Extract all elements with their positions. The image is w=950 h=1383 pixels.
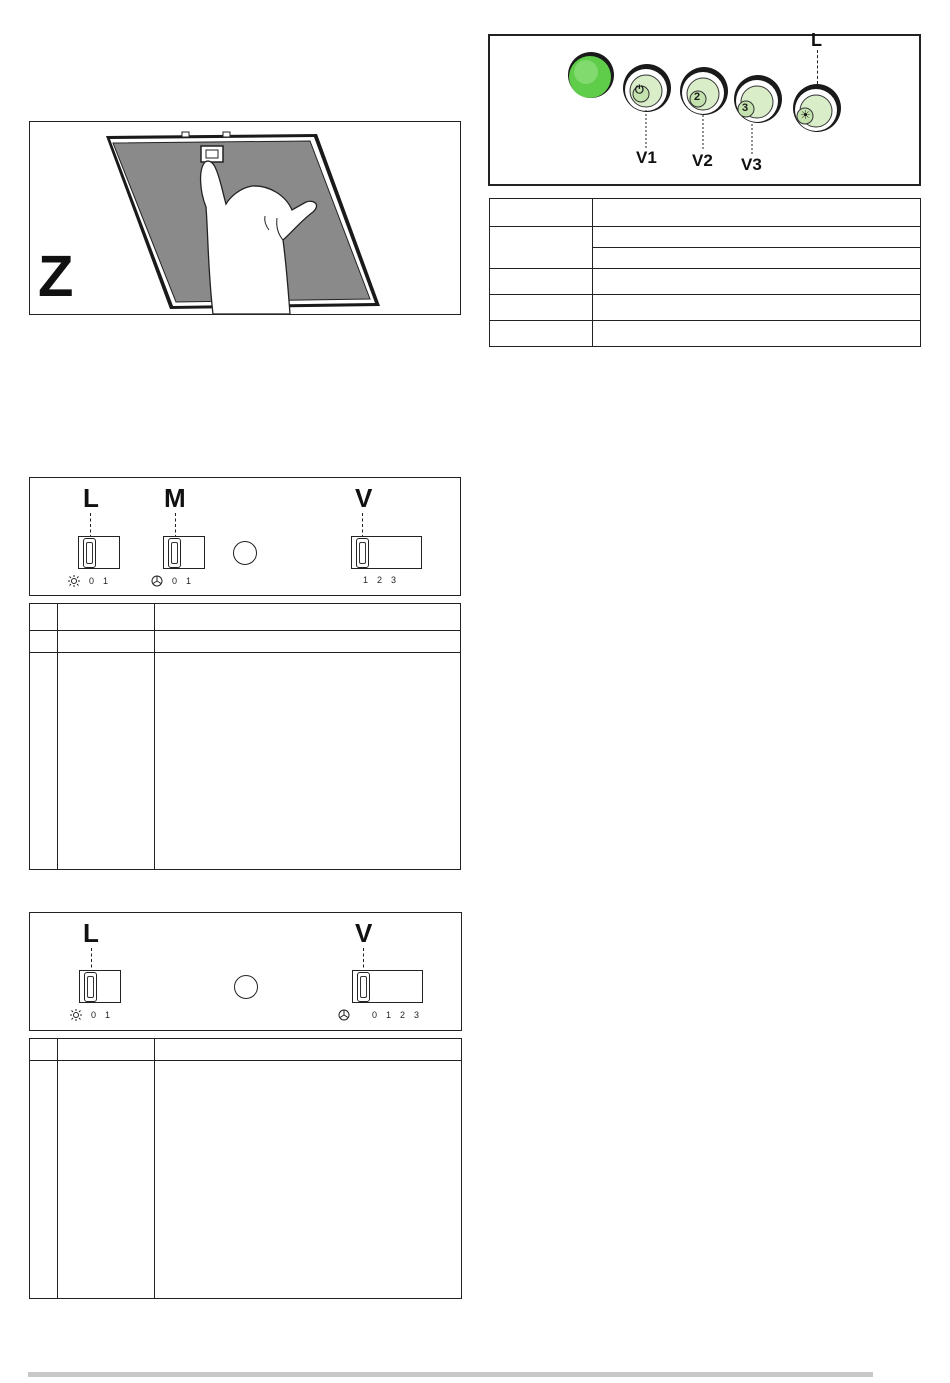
table-row xyxy=(30,604,461,631)
table-row xyxy=(30,1061,462,1299)
scale-value: 1 xyxy=(105,1010,111,1020)
leader-line-motor xyxy=(175,513,176,538)
controls-table-lmv xyxy=(29,603,461,870)
scale-value: 1 xyxy=(386,1010,392,1020)
light-icon xyxy=(70,1009,82,1021)
label-light: L xyxy=(83,483,99,513)
knob-v2[interactable] xyxy=(680,67,728,115)
scale-value: 1 xyxy=(363,575,369,585)
figure-label-z: Z xyxy=(38,244,74,309)
control-panel-knobs xyxy=(488,30,921,186)
motor-scale xyxy=(151,575,191,587)
label-v2: V2 xyxy=(692,151,713,170)
label-speed: V xyxy=(355,918,373,948)
label-v3: V3 xyxy=(741,155,762,174)
speed-switch[interactable] xyxy=(351,536,422,569)
light-switch[interactable] xyxy=(78,536,120,569)
light-icon xyxy=(68,575,80,587)
indicator-light xyxy=(233,541,257,565)
table-row xyxy=(490,269,921,295)
filter-figure xyxy=(29,121,461,315)
scale-value: 0 xyxy=(172,576,178,586)
control-panel-lv xyxy=(29,912,462,1031)
table-row xyxy=(490,227,921,248)
table-row xyxy=(30,631,461,653)
scale-value: 0 xyxy=(91,1010,97,1020)
indicator-light xyxy=(568,52,614,98)
grease-filter-illustration xyxy=(30,122,460,314)
leader-line-speed xyxy=(362,513,363,538)
switch-knob[interactable] xyxy=(84,972,97,1002)
scale-value: 2 xyxy=(400,1010,406,1020)
speed-scale xyxy=(363,575,396,585)
switch-knob[interactable] xyxy=(357,972,370,1002)
controls-table-knobs xyxy=(489,198,921,347)
table-row xyxy=(30,653,461,870)
scale-value: 1 xyxy=(186,576,192,586)
scale-value: 2 xyxy=(377,575,383,585)
knob-v2-glyph: 2 xyxy=(694,91,701,103)
light-switch[interactable] xyxy=(79,970,121,1003)
knob-v1[interactable] xyxy=(623,64,671,112)
switch-knob[interactable] xyxy=(83,538,96,568)
scale-value: 3 xyxy=(414,1010,420,1020)
leader-line-light xyxy=(90,513,91,538)
fan-icon xyxy=(338,1009,350,1021)
table-row xyxy=(30,1039,462,1061)
motor-switch[interactable] xyxy=(163,536,205,569)
knob-v3-glyph: 3 xyxy=(742,102,749,114)
controls-table-lv xyxy=(29,1038,462,1299)
indicator-light xyxy=(234,975,258,999)
scale-value: 0 xyxy=(89,576,95,586)
label-v1: V1 xyxy=(636,148,657,167)
table-row xyxy=(490,199,921,227)
footer-bar xyxy=(28,1372,873,1377)
scale-value: 3 xyxy=(391,575,397,585)
light-scale xyxy=(70,1009,110,1021)
switch-knob[interactable] xyxy=(168,538,181,568)
label-light: L xyxy=(83,918,99,948)
knob-light-glyph: ☀ xyxy=(800,108,811,122)
fan-icon xyxy=(151,575,163,587)
label-light: L xyxy=(811,30,822,50)
label-motor: M xyxy=(164,483,186,513)
control-panel-lmv xyxy=(29,477,461,596)
knob-v3[interactable] xyxy=(734,75,782,123)
scale-value: 0 xyxy=(372,1010,378,1020)
speed-switch[interactable] xyxy=(352,970,423,1003)
table-row xyxy=(490,321,921,347)
knob-v1-glyph: ⏻ xyxy=(635,84,644,96)
label-speed: V xyxy=(355,483,373,513)
light-scale xyxy=(68,575,108,587)
table-row xyxy=(490,295,921,321)
scale-value: 1 xyxy=(103,576,109,586)
speed-scale xyxy=(338,1009,419,1021)
switch-knob[interactable] xyxy=(356,538,369,568)
